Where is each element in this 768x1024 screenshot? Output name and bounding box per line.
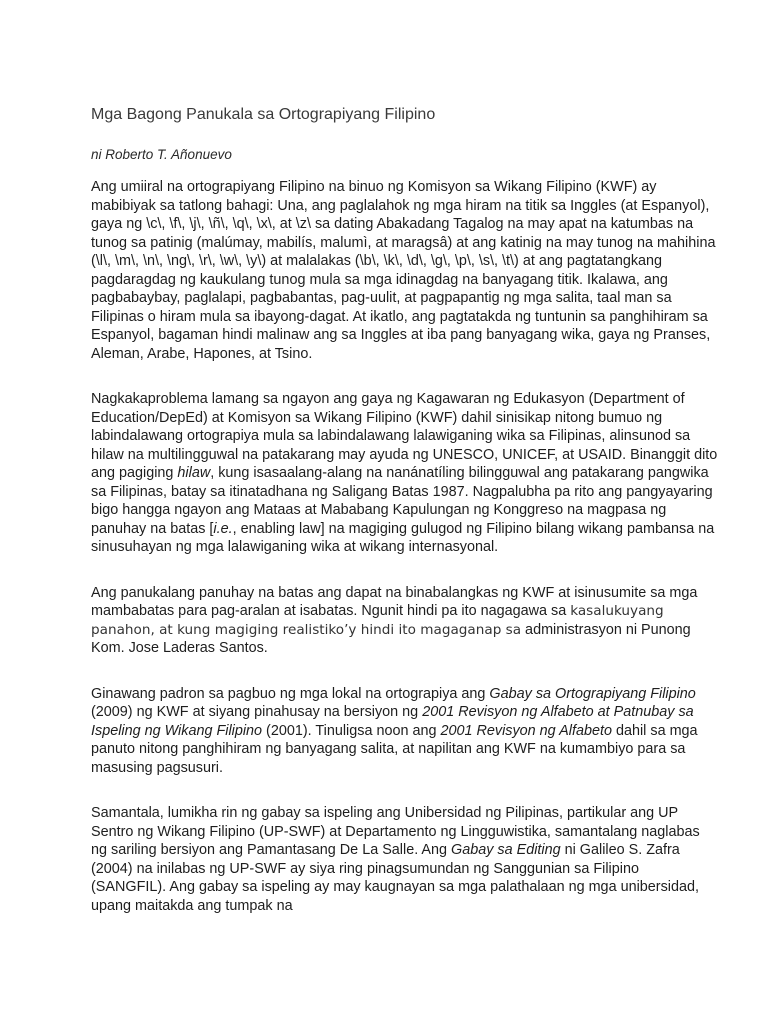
paragraph-text: Samantala, lumikha rin ng gabay sa ispeling ang Unibersidad ng Pilipinas, partikular ang UP Sentro ng Wikang Filipino (UP-SWF) at Departamento ng Lingguwistika, samantalang naglabas ng sariling bersiyon ang Pamantasang De La Salle. Ang — [91, 805, 700, 858]
body-paragraph — [91, 804, 718, 915]
italic-text: Gabay sa Editing — [451, 842, 561, 858]
document-body — [91, 178, 718, 915]
italic-text: 2001 Revisyon ng Alfabeto at Patnubay sa Ispeling ng Wikang Filipino — [91, 704, 694, 739]
document-title: Mga Bagong Panukala sa Ortograpiyang Filipino — [91, 106, 436, 123]
paragraph-text: ni Galileo S. Zafra (2004) na inilabas ng UP-SWF ay siya ring pinagsumundan ng Sanggunian sa Filipino (SANGFIL). Ang gabay sa ispeling ay may kaugnayan sa mga palathalaan ng mga unibersidad, upang maitakda ang tumpak na — [91, 842, 699, 914]
paragraph-text: , kung isasaalang-alang na nanánatíling bilingguwal ang patakarang pangwika sa Filipinas, batay sa itinatadhana ng Saligang Batas 1987. Nagpalubha pa rito ang pangyayaring bigo hangga ngayon ang Mataas at Mababang Kapulungan ng Konggreso na magpasa ng panuhay na batas [ — [91, 465, 713, 537]
body-paragraph — [91, 390, 718, 557]
paragraph-text: (2009) ng KWF at siyang pinahusay na bersiyon ng — [91, 704, 423, 720]
italic-text: Gabay sa Ortograpiyang Filipino — [489, 685, 696, 702]
body-paragraph — [91, 178, 718, 363]
paragraph-text: , enabling law] na magiging gulugod ng Filipino bilang wikang pambansa na sinusuhayan ng mga lalawiganing wika at wikang internasyonal. — [91, 520, 715, 555]
paragraph-text: dahil sa mga panuto nitong panghihiram ng banyagang salita, at napilitan ang KWF na kumambiyo para sa masusing pagsusuri. — [91, 722, 698, 776]
alt-font-text: kasalukuyang panahon, at kung magiging realistiko’y hindi ito magaganap sa — [91, 603, 664, 638]
paragraph-text: Nagkakaproblema lamang sa ngayon ang gaya ng Kagawaran ng Edukasyon (Department of Education/DepEd) at Komisyon sa Wikang Filipino (KWF) dahil sinisikap nitong bumuo ng labindalawang ortograpiya mula sa labindalawang lalawiganing wika sa Filipinas, alinsunod sa hilaw na multilingguwal na patakarang may ayuda ng UNESCO, UNICEF, at USAID. Binanggit dito ang pagiging — [91, 391, 718, 481]
paragraph-text: Ang umiiral na ortograpiyang Filipino na binuo ng Komisyon sa Wikang Filipino (KWF) ay mabibiyak sa tatlong bahagi: Una, ang paglalahok ng mga hiram na titik sa Inggles (at Espanyol), gaya ng \c\, \f\, \j\, \ñ\, \q\, \x\, at \z\ sa dating Abakadang Tagalog na may apat na katumbas na tunog sa patinig (malúmay, mabilís, malumì, at maragsâ) at ang katinig na may tunog na mahihina (\l\, \m\, \n\, \ng\, \r\, \w\, \y\) at malalakas (\b\, \k\, \d\, \g\, \p\, \s\, \t\) at ang pagtatangkang pagdaragdag ng kaukulang tunog mula sa mga idinagdag na banyagang titik. Ikalawa, ang pagbabaybay, paglalapi, pagbabantas, pag-uulit, at pagpapantig ng mga salita, taal man sa Filipinas o hiram mula sa ibayong-dagat. At ikatlo, ang pagtatakda ng tuntunin sa panghihiram sa Espanyol, bagaman hindi malinaw ang sa Inggles at iba pang banyagang wika, gaya ng Pranses, Aleman, Arabe, Hapones, at Tsino. — [91, 179, 716, 362]
italic-text: i.e. — [213, 520, 233, 537]
italic-text: hilaw — [177, 465, 211, 481]
italic-text: 2001 Revisyon ng Alfabeto — [440, 722, 612, 739]
paragraph-text: administrasyon ni Punong Kom. Jose Laderas Santos. — [91, 621, 691, 656]
paragraph-text: (2001). Tinuligsa noon ang — [262, 722, 441, 739]
paragraph-text: Ginawang padron sa pagbuo ng mga lokal na ortograpiya ang — [91, 685, 490, 702]
body-paragraph — [91, 584, 718, 658]
body-paragraph — [91, 685, 718, 778]
author-byline: ni Roberto T. Añonuevo — [91, 147, 232, 162]
paragraph-text: Ang panukalang panuhay na batas ang dapat na binabalangkas ng KWF at isinusumite sa mga mambabatas para pag-aralan at isabatas. Ngunit hindi pa ito nagagawa sa — [91, 584, 698, 619]
